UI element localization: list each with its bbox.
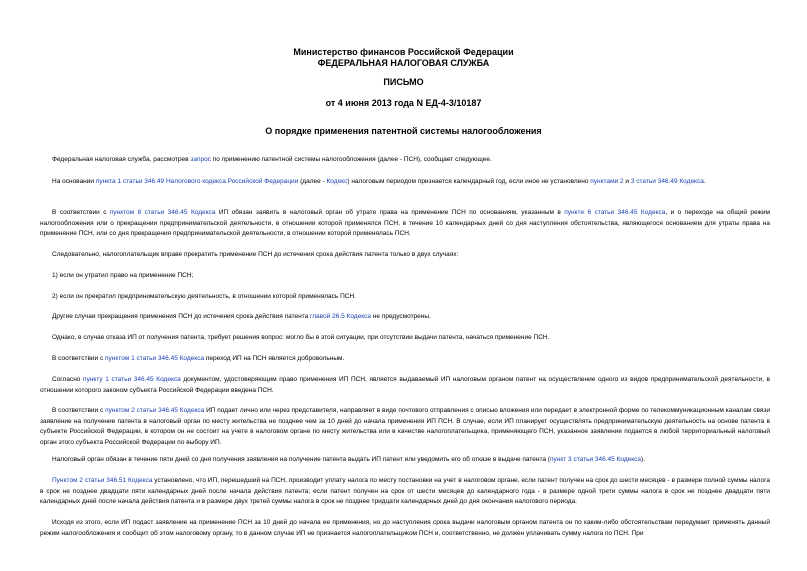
text: по применению патентной системы налогообложения (далее - ПСН), сообщает следующее. xyxy=(210,156,492,163)
text: ИП обязан заявить в налоговый орган об утрате права на применение ПСН по основаниям, указанным в xyxy=(215,209,565,216)
text: В соответствии с xyxy=(52,209,110,216)
link-article-346-51-p2[interactable]: Пунктом 2 статьи 346.51 Кодекса xyxy=(52,477,153,484)
text: ИП подает лично или через представителя, направляет в виде почтового отправления с описью вложения или передает в электронной форме по телекоммуникационным каналам связи заявление на получение патента в налоговый орган по месту жительства не позднее чем за 10 дней до начала применения ИП ПСН. В случае, если ИП планирует осуществлять предпринимательскую деятельность на основе патента в субъекте Российской Федерации, в котором он не состоит на учете в налоговом органе по месту жительства или в качестве налогоплательщика, применяющего ПСН, указанное заявление подается в любой территориальный налоговый орган этого субъекта Российской Федерации по выбору ИП. xyxy=(40,407,770,446)
text: документом, удостоверяющим право применения ИП ПСН, является выдаваемый ИП налоговым органом патент на осуществление одного из видов предпринимательской деятельности, в отношении которого законом субъекта Российской Федерации введена ПСН. xyxy=(40,376,770,394)
doc-type: ПИСЬМО xyxy=(383,77,424,87)
text: Исходя из этого, если ИП подаст заявление на применение ПСН за 10 дней до начала ее применения, но до наступления срока выдачи налоговым органом патента он по каким-либо обстоятельствам передумает применять данный режим налогообложения и сообщит об этом налоговому органу, то в данном случае ИП не признается налогоплательщиком ПСН и, соответственно, не должен уплачивать сумму налога по ПСН. При xyxy=(40,519,770,537)
link-article-346-49-p1[interactable]: пункта 1 статьи 346.49 Налогового кодекса Российской Федерации xyxy=(95,178,299,185)
paragraph-12 xyxy=(40,455,770,466)
text: Другие случаи прекращения применения ПСН до истечения срока действия патента xyxy=(52,313,311,320)
link-points-2[interactable]: пунктами 2 xyxy=(590,178,624,185)
paragraph-13 xyxy=(40,476,770,508)
paragraph-6 xyxy=(40,292,770,303)
paragraph-7 xyxy=(40,312,770,323)
text: не предусмотрены. xyxy=(371,313,431,320)
text: установлено, что ИП, перешедший на ПСН, производит уплату налога по месту постановки на учет в налоговом органе, если патент получен на срок до шести месяцев - в размере полной суммы налога в срок не позднее двадцати пяти календарных дней после начала действия патента; если патент получен на срок от шести месяцев до календарного года - в размере одной трети суммы налога в срок не позднее двадцати пяти календарных дней после начала действия патента и в размере двух третей суммы налога в срок не позднее тридцати календарных дней до дня окончания налогового периода. xyxy=(40,477,770,505)
text: и xyxy=(623,178,631,185)
paragraph-11 xyxy=(40,406,770,448)
text: В соответствии с xyxy=(52,355,106,362)
text: (далее - xyxy=(298,178,327,185)
doc-subject: О порядке применения патентной системы налогообложения xyxy=(265,126,542,136)
link-article-346-45-p2[interactable]: пунктом 2 статьи 346.45 Кодекса xyxy=(105,407,205,414)
paragraph-4 xyxy=(40,250,770,261)
text: переход ИП на ПСН является добровольным. xyxy=(204,355,345,362)
paragraph-5 xyxy=(40,271,770,282)
text: В соответствии с xyxy=(52,407,106,414)
link-article-346-45-p1b[interactable]: пункту 1 статьи 346.45 Кодекса xyxy=(83,376,181,383)
link-chapter-26-5[interactable]: главой 26.5 Кодекса xyxy=(310,313,371,320)
text: . xyxy=(703,178,706,185)
paragraph-14 xyxy=(40,518,770,539)
text: Однако, в случае отказа ИП от получения патента, требует решения вопрос: могло бы в этой ситуации, при отсутствии выдачи патента, начаться применение ПСН. xyxy=(52,334,550,341)
link-code[interactable]: Кодекс xyxy=(326,178,348,185)
service-title: ФЕДЕРАЛЬНАЯ НАЛОГОВАЯ СЛУЖБА xyxy=(317,58,490,68)
text: Следовательно, налогоплательщик вправе прекратить применение ПСН до истечения срока действия патента только в двух случаях: xyxy=(52,251,459,258)
ministry-title: Министерство финансов Российской Федерации xyxy=(293,47,514,57)
paragraph-8 xyxy=(40,333,770,344)
paragraph-1 xyxy=(40,155,770,166)
link-article-346-45-p3[interactable]: пункт 3 статьи 346.45 Кодекса xyxy=(549,456,642,463)
link-article-346-45-p8[interactable]: пунктом 8 статьи 346.45 Кодекса xyxy=(109,209,216,216)
text: Налоговый орган обязан в течение пяти дней со дня получения заявления на получение патента выдать ИП патент или уведомить его об отказе в выдаче патента ( xyxy=(52,456,550,463)
paragraph-3 xyxy=(40,208,770,240)
text: Согласно xyxy=(52,376,84,383)
paragraph-2 xyxy=(40,177,770,188)
paragraph-9 xyxy=(40,354,770,365)
paragraph-10 xyxy=(40,375,770,396)
link-article-346-45-p1[interactable]: пунктом 1 статьи 346.45 Кодекса xyxy=(105,355,205,362)
text: , и о переходе на общий режим налогообложения или о прекращении предпринимательской деятельности, в отношении которой применялся ПСН, в течение 10 календарных дней со дня наступления обстоятельства, являющегося основанием для утраты права на применение ПСН, или со дня прекращения предпринимательской деятельности, в отношении которой применялась ПСН. xyxy=(40,209,770,237)
text: 2) если он прекратил предпринимательскую деятельность, в отношении которой применялась ПСН. xyxy=(52,293,356,300)
text: ) налоговым периодом признается календарный год, если иное не установлено xyxy=(347,178,591,185)
text: Федеральная налоговая служба, рассмотрев xyxy=(52,156,191,163)
doc-date: от 4 июня 2013 года N ЕД-4-3/10187 xyxy=(325,98,482,108)
text: ). xyxy=(641,456,646,463)
link-article-346-45-p6[interactable]: пункте 6 статьи 346.45 Кодекса xyxy=(564,209,666,216)
text: На основании xyxy=(52,178,96,185)
text: 1) если он утратил право на применение ПСН; xyxy=(52,272,194,279)
link-article-346-49-p3[interactable]: 3 статьи 346.49 Кодекса xyxy=(630,178,704,185)
link-request[interactable]: запрос xyxy=(190,156,211,163)
